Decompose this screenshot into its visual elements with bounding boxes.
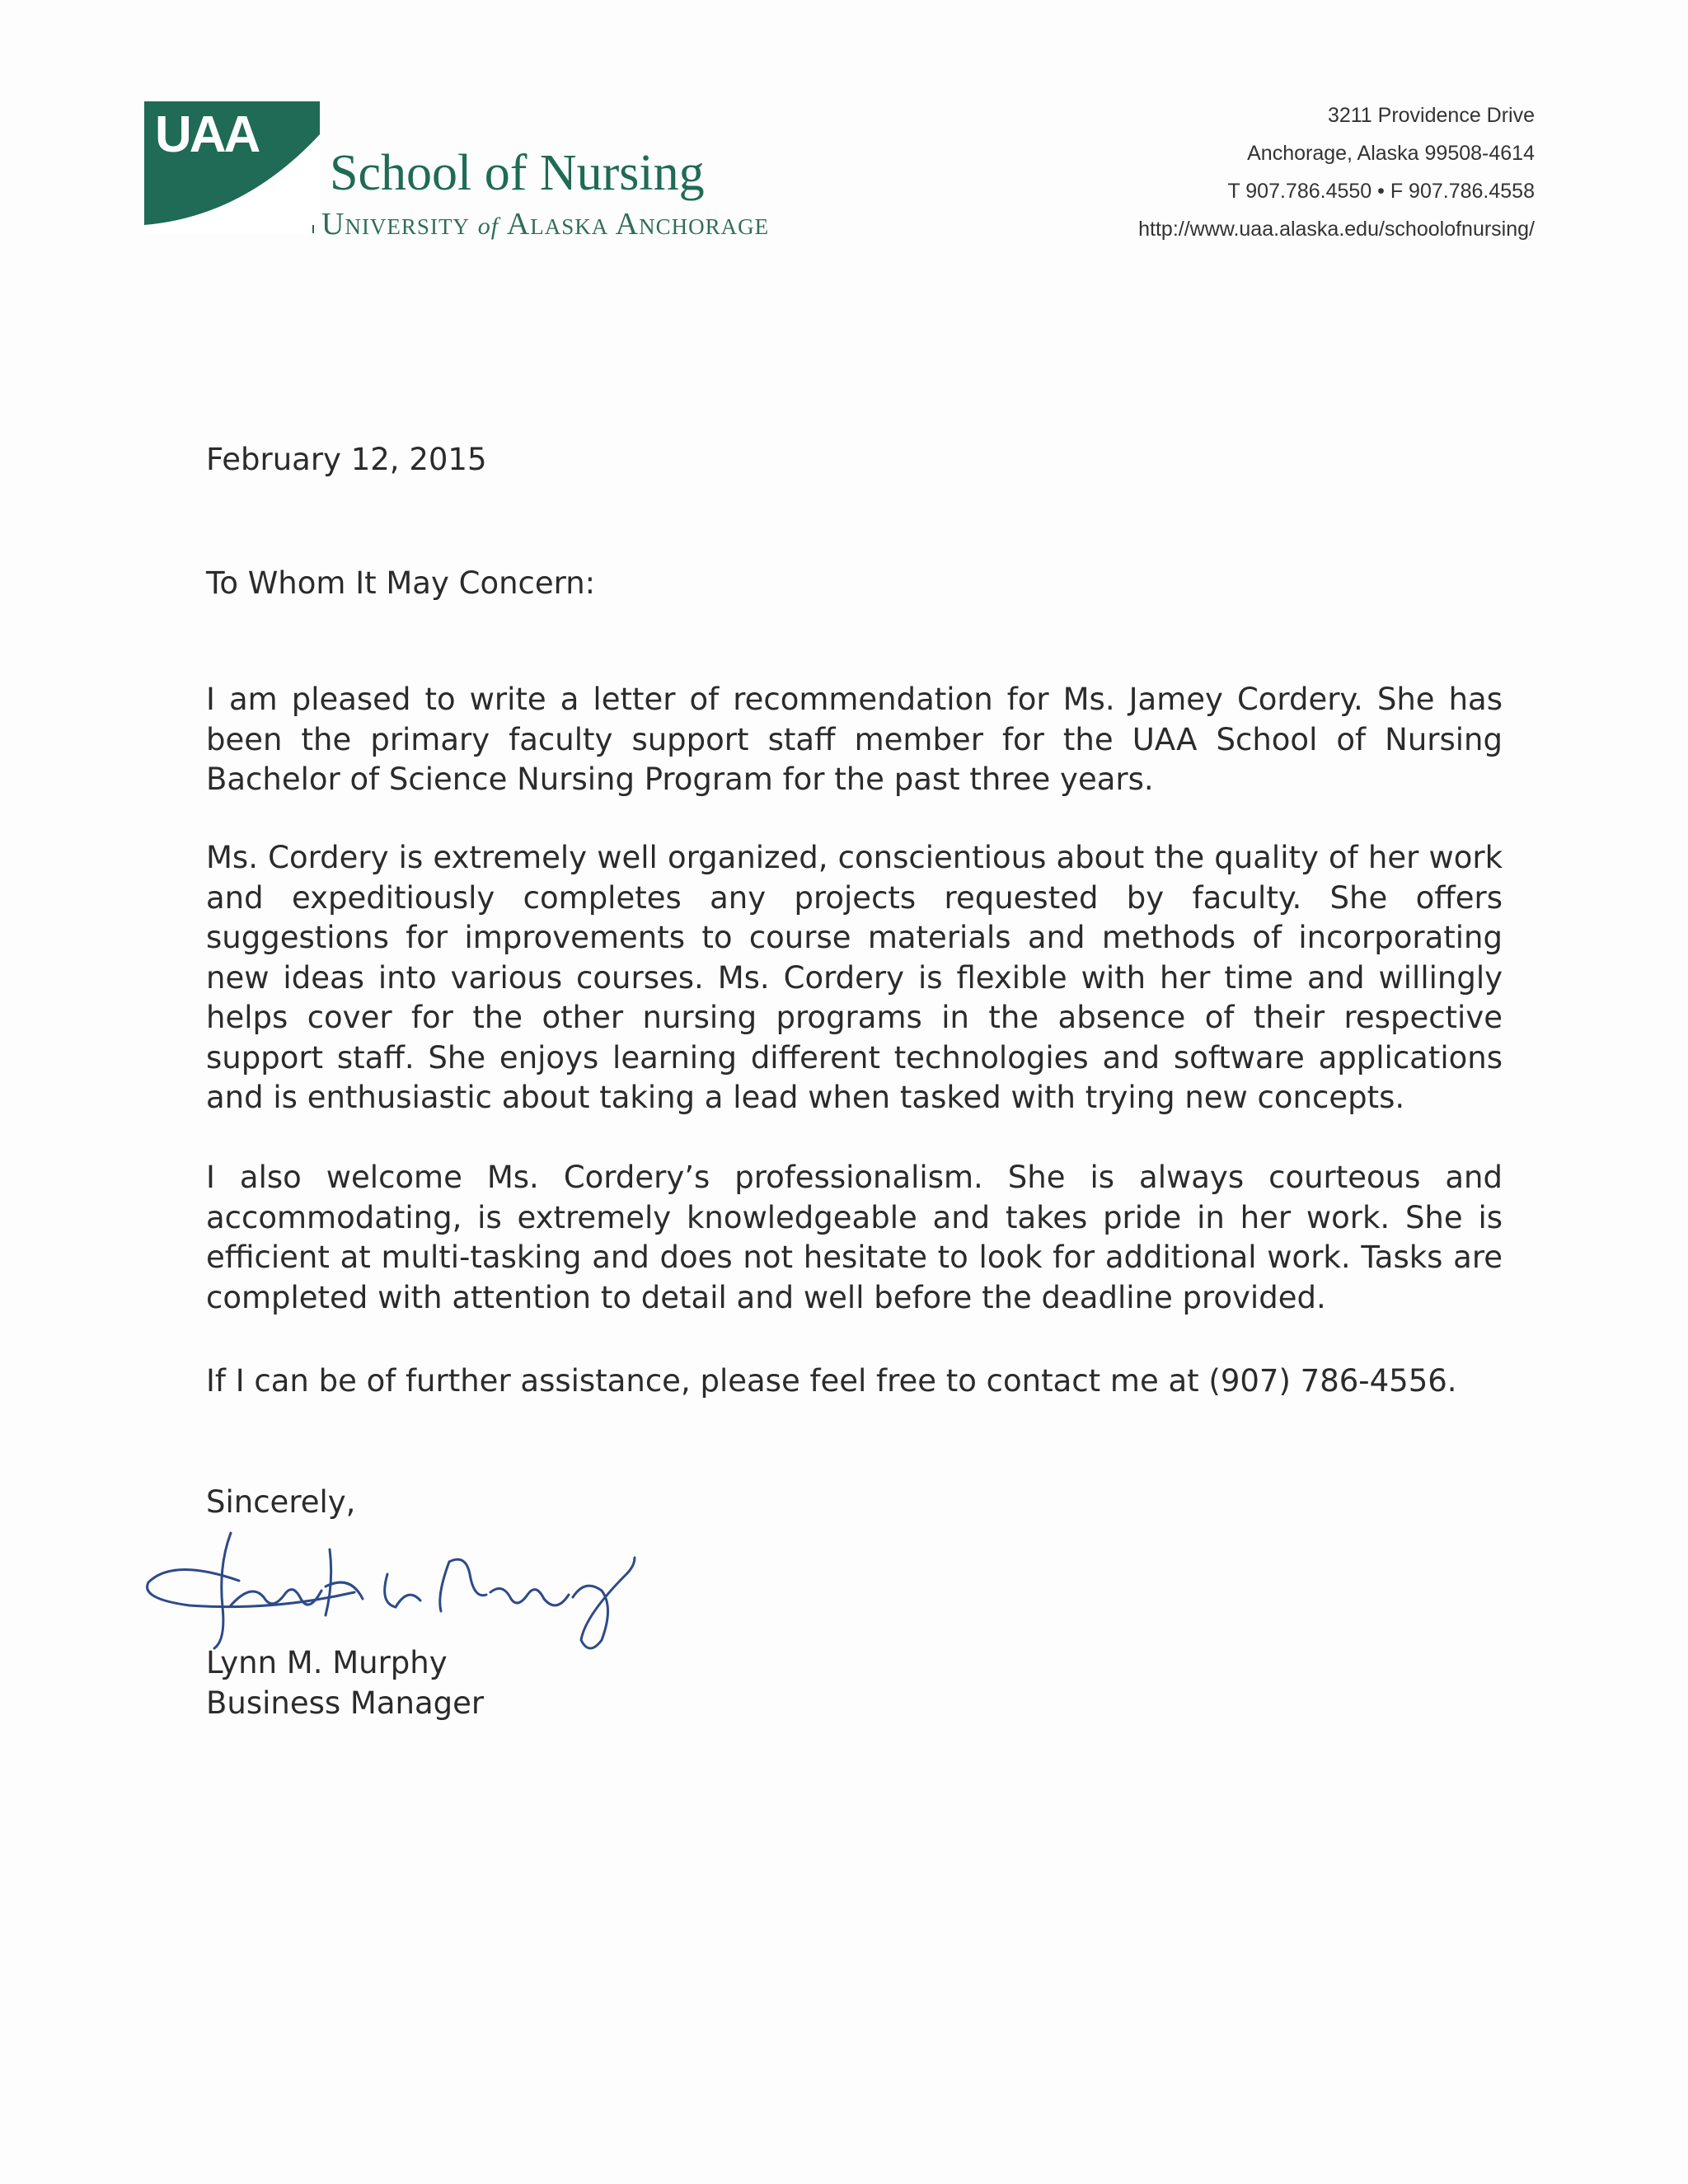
university-of: of (477, 213, 499, 240)
signer-name: Lynn M. Murphy (206, 1645, 448, 1680)
university-name (321, 206, 769, 242)
handwritten-signature (140, 1516, 701, 1665)
paragraph-1: I am pleased to write a letter of recommendation for Ms. Jamey Cordery. She has been the primary faculty support staff member for the UAA School of Nursing Bachelor of Science Nursing Program for the past three years. (206, 682, 1503, 797)
paragraph-3: I also welcome Ms. Cordery’s professionalism. She is always courteous and accommodating, is extremely knowledgeable and takes pride in her work. She is efficient at multi-tasking and does not hesitate to look for additional work. Tasks are completed with attention to detail and well before the deadline provided. (206, 1160, 1503, 1315)
logo-text: UAA (155, 106, 259, 163)
signer-title: Business Manager (206, 1685, 485, 1721)
phone-fax: T 907.786.4550 • F 907.786.4558 (1227, 180, 1535, 203)
letter-date: February 12, 2015 (206, 442, 487, 477)
address-street: 3211 Providence Drive (1327, 104, 1535, 127)
university-suffix: Alaska Anchorage (506, 207, 770, 241)
school-name: School of Nursing (330, 145, 705, 201)
salutation: To Whom It May Concern: (206, 565, 596, 601)
paragraph-2: Ms. Cordery is extremely well organized, conscientious about the quality of her work and expeditiously completes any projects requested by faculty. She offers suggestions for improvements to course materials and methods of incorporating new ideas into various courses. Ms. Cordery is flexible with her time and willingly helps cover for the other nursing programs in the absence of their respective support staff. She enjoys learning different technologies and software applications and is enthusiastic about taking a lead when tasked with trying new concepts. (206, 840, 1503, 1115)
paragraph-4: If I can be of further assistance, please feel free to contact me at (907) 786-4556. (206, 1363, 1457, 1399)
website-link[interactable]: http://www.uaa.alaska.edu/schoolofnursing/ (1138, 218, 1535, 241)
address-block (958, 96, 1535, 248)
address-city: Anchorage, Alaska 99508-4614 (1247, 142, 1535, 165)
university-prefix: University (321, 207, 470, 241)
closing: Sincerely, (206, 1484, 356, 1520)
